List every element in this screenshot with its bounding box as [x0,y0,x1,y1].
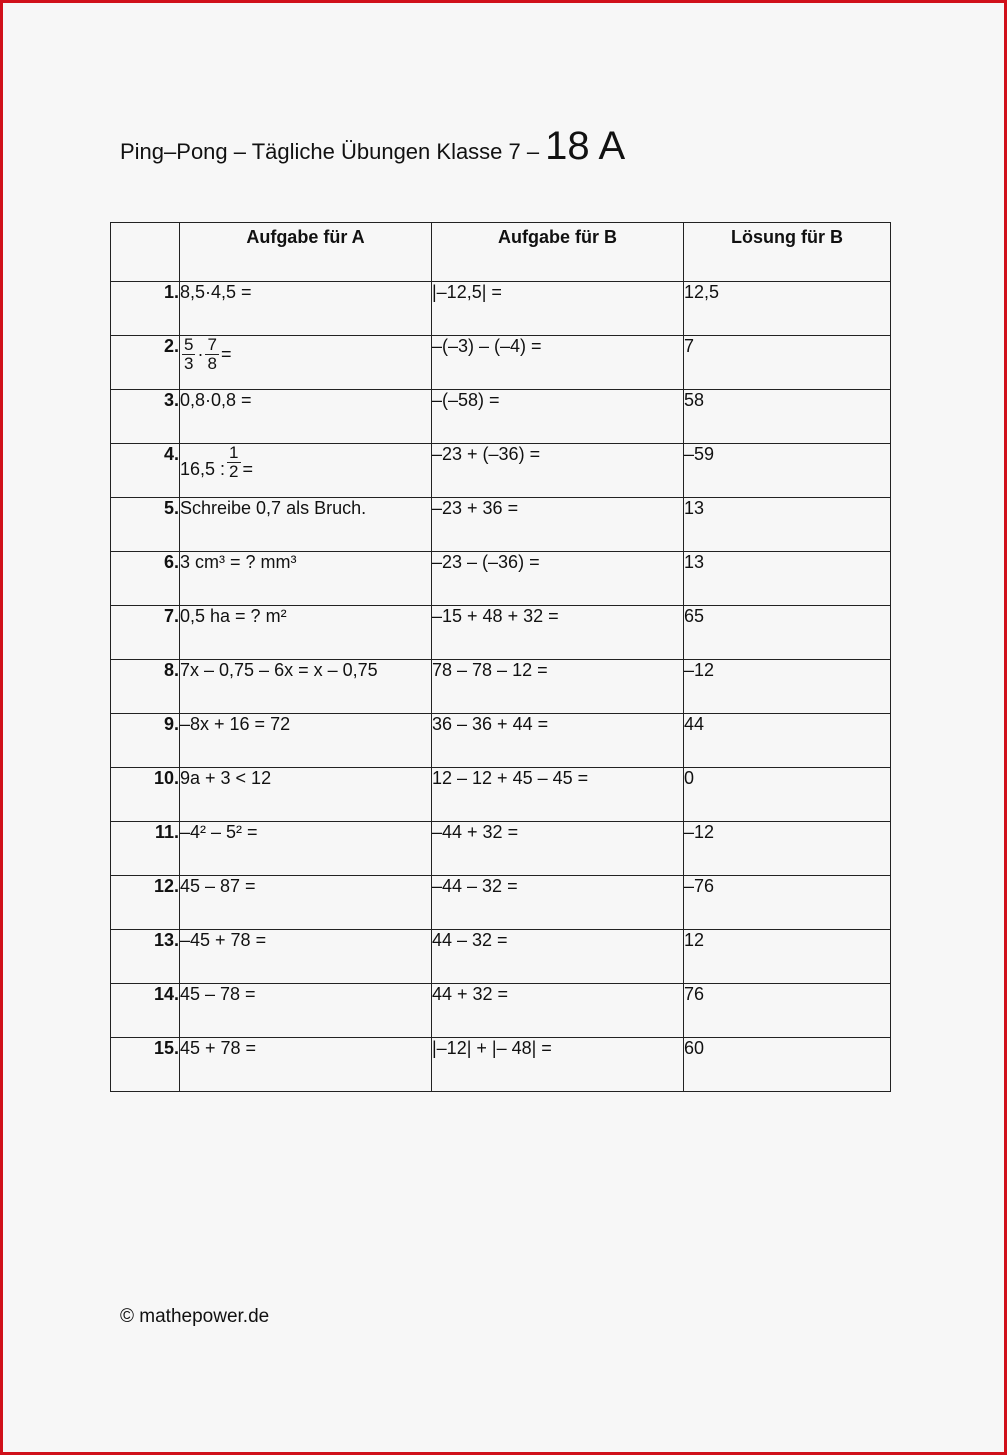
task-b-cell: 44 – 32 = [432,930,684,984]
task-a-cell [180,444,432,498]
task-a-cell: Schreibe 0,7 als Bruch. [180,498,432,552]
task-a-cell: 9a + 3 < 12 [180,768,432,822]
task-b-cell: 36 – 36 + 44 = [432,714,684,768]
fraction [182,336,195,373]
task-b-cell: –44 – 32 = [432,876,684,930]
solution-cell: 7 [684,336,891,390]
table-row [111,336,891,390]
row-number: 5. [111,498,180,552]
table-row [111,660,891,714]
row-number: 9. [111,714,180,768]
row-number: 15. [111,1038,180,1092]
table-row [111,552,891,606]
solution-cell: –12 [684,660,891,714]
row-number: 4. [111,444,180,498]
fraction [205,336,218,373]
table-row [111,822,891,876]
row-number: 14. [111,984,180,1038]
task-b-cell: –23 + 36 = [432,498,684,552]
equals-sign: = [220,344,232,364]
table-row [111,390,891,444]
table-row [111,876,891,930]
task-b-cell: –23 + (–36) = [432,444,684,498]
row-number: 7. [111,606,180,660]
row-number: 6. [111,552,180,606]
solution-cell: 12 [684,930,891,984]
task-a-cell: 3 cm³ = ? mm³ [180,552,432,606]
solution-cell: 0 [684,768,891,822]
header-task-a: Aufgabe für A [180,223,432,282]
title-text: Ping–Pong – Tägliche Übungen Klasse 7 – [120,139,540,164]
table-row [111,606,891,660]
task-a-cell: 7x – 0,75 – 6x = x – 0,75 [180,660,432,714]
task-b-cell: |–12,5| = [432,282,684,336]
task-a-cell: 8,5·4,5 = [180,282,432,336]
solution-cell: 58 [684,390,891,444]
solution-cell: 12,5 [684,282,891,336]
task-b-cell: 44 + 32 = [432,984,684,1038]
operator: · [197,344,204,364]
table-row [111,984,891,1038]
task-a-cell: 45 – 87 = [180,876,432,930]
task-a-cell: –45 + 78 = [180,930,432,984]
task-a-cell [180,336,432,390]
row-number: 8. [111,660,180,714]
row-number: 12. [111,876,180,930]
task-b-cell: |–12| + |– 48| = [432,1038,684,1092]
fraction-numerator: 7 [207,335,217,354]
row-number: 10. [111,768,180,822]
table-row [111,768,891,822]
solution-cell: –12 [684,822,891,876]
task-b-cell: –(–3) – (–4) = [432,336,684,390]
task-a-cell: –8x + 16 = 72 [180,714,432,768]
solution-cell: 13 [684,498,891,552]
table-row [111,930,891,984]
task-b-cell: –(–58) = [432,390,684,444]
row-number: 11. [111,822,180,876]
fraction [227,444,240,481]
task-a-cell: –4² – 5² = [180,822,432,876]
task-a-cell: 0,5 ha = ? m² [180,606,432,660]
solution-cell: –59 [684,444,891,498]
table-row [111,282,891,336]
fraction-denominator: 8 [207,354,217,373]
task-b-cell: 12 – 12 + 45 – 45 = [432,768,684,822]
fraction-denominator: 3 [184,354,194,373]
solution-cell: 44 [684,714,891,768]
table-row [111,1038,891,1092]
task-b-cell: –44 + 32 = [432,822,684,876]
header-empty [111,223,180,282]
solution-cell: 60 [684,1038,891,1092]
fraction-denominator: 2 [229,462,239,481]
solution-cell: 13 [684,552,891,606]
task-b-cell: 78 – 78 – 12 = [432,660,684,714]
exercise-table [110,222,891,1092]
task-a-cell: 45 + 78 = [180,1038,432,1092]
page-title [120,124,625,169]
row-number: 3. [111,390,180,444]
table-header-row [111,223,891,282]
fraction-numerator: 5 [184,335,194,354]
header-task-b: Aufgabe für B [432,223,684,282]
row-number: 2. [111,336,180,390]
copyright-footer[interactable]: © mathepower.de [120,1306,270,1327]
solution-cell: –76 [684,876,891,930]
task-b-cell: –23 – (–36) = [432,552,684,606]
task-prefix: 16,5 : [180,459,226,479]
table-row [111,498,891,552]
solution-cell: 65 [684,606,891,660]
row-number: 13. [111,930,180,984]
solution-cell: 76 [684,984,891,1038]
header-solution-b: Lösung für B [684,223,891,282]
task-a-cell: 45 – 78 = [180,984,432,1038]
table-row [111,714,891,768]
task-a-cell: 0,8·0,8 = [180,390,432,444]
title-sheet-id: 18 A [545,124,626,168]
fraction-numerator: 1 [229,443,239,462]
task-b-cell: –15 + 48 + 32 = [432,606,684,660]
row-number: 1. [111,282,180,336]
equals-sign: = [242,459,254,479]
table-row [111,444,891,498]
